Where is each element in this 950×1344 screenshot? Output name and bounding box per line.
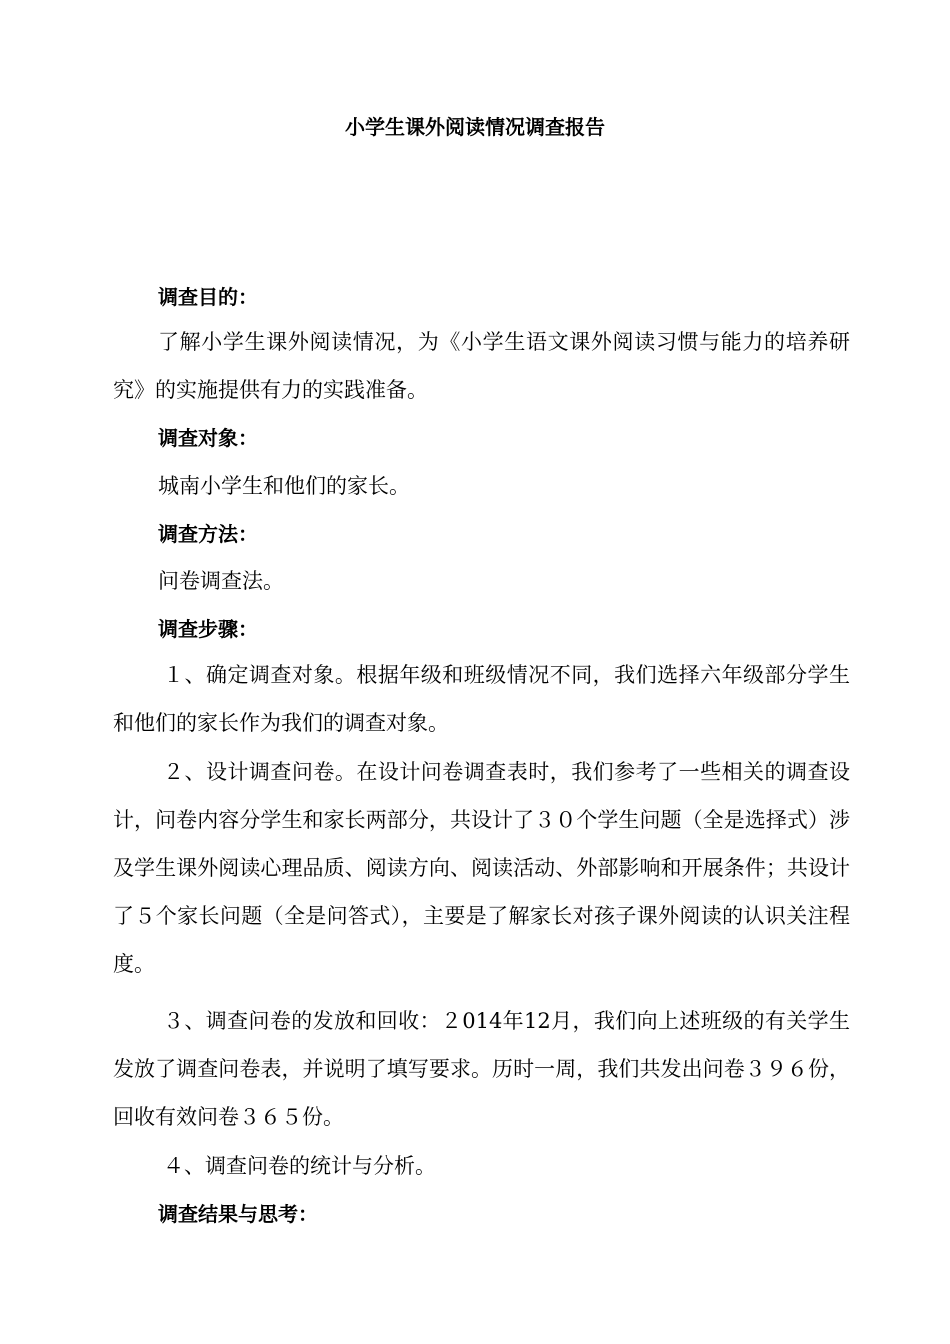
- step-paragraph: １、确定调查对象。根据年级和班级情况不同，我们选择六年级部分学生和他们的家长作为我们的调查对象。: [113, 663, 850, 735]
- steps-heading: 调查步骤：: [158, 617, 258, 641]
- results-section: [113, 1199, 850, 1229]
- step-paragraph: ３、调查问卷的发放和回收：２014年12月，我们向上述班级的有关学生发放了调查问卷表，并说明了填写要求。历时一周，我们共发出问卷３９６份，回收有效问卷３６５份。: [113, 1009, 850, 1129]
- method-heading: 调查方法：: [158, 522, 258, 546]
- results-heading: 调查结果与思考：: [158, 1202, 318, 1226]
- step-4-block: [113, 1142, 850, 1190]
- purpose-text-block: [113, 318, 850, 414]
- purpose-heading: 调查目的：: [158, 285, 258, 309]
- step-paragraph: ２、设计调查问卷。在设计问卷调查表时，我们参考了一些相关的调查设计，问卷内容分学生和家长两部分，共设计了３０个学生问题（全是选择式）涉及学生课外阅读心理品质、阅读方向、阅读活动、外部影响和开展条件；共设计了５个家长问题（全是问答式），主要是了解家长对孩子课外阅读的认识关注程度。: [113, 760, 850, 976]
- step-3-block: [113, 997, 850, 1141]
- step-paragraph: ４、调查问卷的统计与分析。: [163, 1154, 436, 1178]
- subjects-paragraph: 城南小学生和他们的家长。: [158, 474, 410, 498]
- step-1-block: [113, 651, 850, 747]
- document-title: 小学生课外阅读情况调查报告: [345, 115, 605, 139]
- method-section: [113, 519, 850, 549]
- step-2-block: [113, 748, 850, 988]
- purpose-section: [113, 282, 850, 312]
- subjects-text-block: [113, 462, 850, 510]
- subjects-heading: 调查对象：: [158, 426, 258, 450]
- method-text-block: [113, 557, 850, 605]
- method-paragraph: 问卷调查法。: [158, 569, 284, 593]
- steps-section: [113, 614, 850, 644]
- subjects-section: [113, 423, 850, 453]
- purpose-paragraph: 了解小学生课外阅读情况，为《小学生语文课外阅读习惯与能力的培养研究》的实施提供有力的实践准备。: [113, 330, 850, 402]
